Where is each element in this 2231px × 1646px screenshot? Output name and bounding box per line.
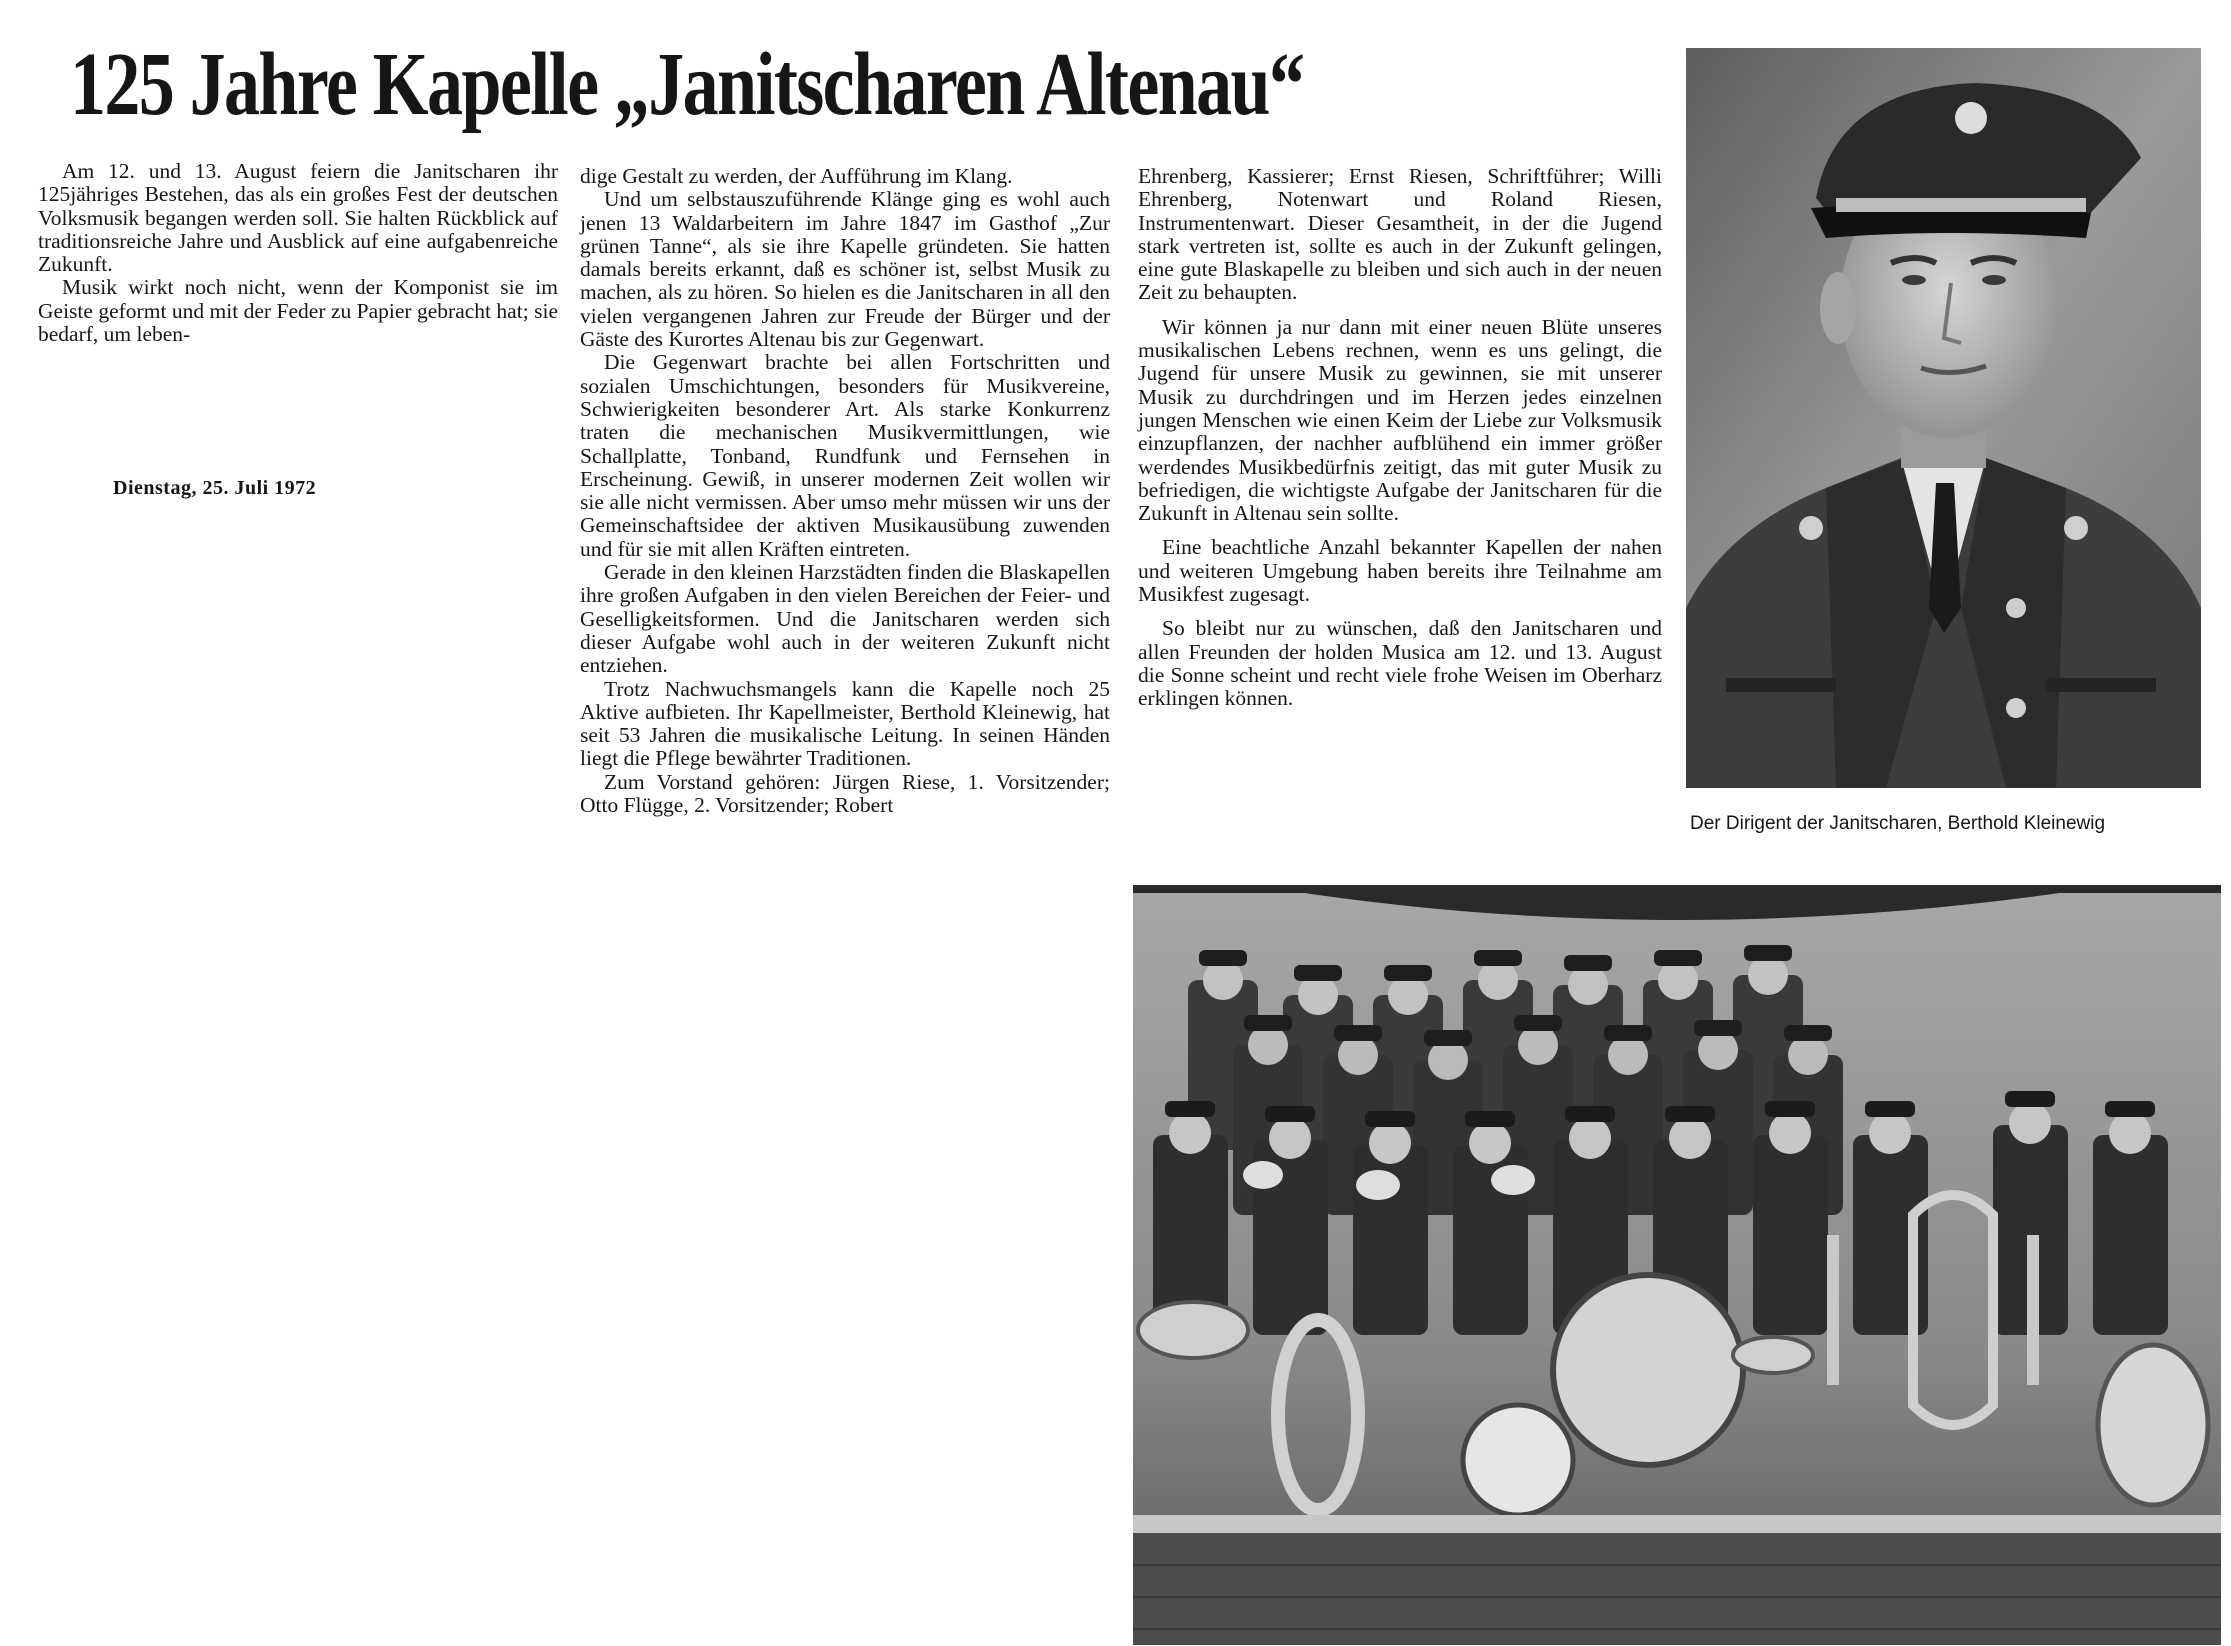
conductor-portrait-photo	[1686, 48, 2201, 788]
article-column-2	[580, 165, 1110, 817]
paragraph: Wir können ja nur dann mit einer neuen Blüte unseres musikalischen Lebens rechnen, wenn es uns gelingt, die Jugend für unsere Musik zu gewinnen, sie mit unserer Musik zu durchdringen und im Herzen jedes einzelnen jungen Menschen wie einen Keim der Liebe zur Volksmusik einzupflanzen, der nachher aufblühend ein immer größer werdendes Musikbedürfnis zeitigt, das mit guter Musik zu befriedigen, die wichtigste Aufgabe der Janitscharen für die Zukunft in Altenau sein sollte.	[1138, 314, 1662, 526]
paragraph: Gerade in den kleinen Harzstädten finden die Blaskapellen ihre großen Aufgaben in den vielen Bereichen der Feier- und Geselligkeitsformen. Und die Janitscharen werden sich dieser Aufgabe wohl auch in der weiteren Zukunft nicht entziehen.	[580, 560, 1110, 678]
paragraph: Ehrenberg, Kassierer; Ernst Riesen, Schriftführer; Willi Ehrenberg, Notenwart und Roland Riesen, Instrumentenwart. Dieser Gesamtheit, in der die Jugend stark vertreten ist, sollte es auch in der Zukunft gelingen, eine gute Blaskapelle zu bleiben und sich auch in der neuen Zeit zu behaupten.	[1138, 164, 1662, 305]
paragraph: Musik wirkt noch nicht, wenn der Komponist sie im Geiste geformt und mit der Feder zu Papier gebracht hat; sie bedarf, um leben-	[38, 275, 558, 347]
band-group-photo	[1133, 885, 2221, 1645]
paragraph: Die Gegenwart brachte bei allen Fortschritten und sozialen Umschichtungen, besonders für Musikvereine, Schwierigkeiten besonderer Art. Als starke Konkurrenz traten die mechanischen Musikvermittlungen, wie Schallplatte, Tonband, Rundfunk und Fernsehen in Erscheinung. Gewiß, in unserer modernen Zeit wollen wir sie alle nicht vermissen. Aber umso mehr müssen wir uns der Gemeinschaftsidee der aktiven Musikausübung zuwenden und für sie mit allen Kräften eintreten.	[580, 350, 1110, 561]
paragraph: Trotz Nachwuchsmangels kann die Kapelle noch 25 Aktive aufbieten. Ihr Kapellmeister, Berthold Kleinewig, hat seit 53 Jahren die musikalische Leitung. In seinen Händen liegt die Pflege bewährter Traditionen.	[580, 676, 1110, 771]
paragraph: Zum Vorstand gehören: Jürgen Riese, 1. Vorsitzender; Otto Flügge, 2. Vorsitzender; Robert	[580, 769, 1110, 818]
article-column-3	[1138, 165, 1662, 711]
headline: 125 Jahre Kapelle „Janitscharen Altenau“	[70, 35, 1304, 134]
paragraph: Eine beachtliche Anzahl bekannter Kapellen der nahen und weiteren Umgebung haben bereits ihre Teilnahme am Musikfest zugesagt.	[1138, 535, 1662, 607]
paragraph: Am 12. und 13. August feiern die Janitscharen ihr 125jähriges Bestehen, das als ein großes Fest der deutschen Volksmusik begangen werden soll. Sie halten Rückblick auf traditionsreiche Jahre und Ausblick auf eine aufgabenreiche Zukunft.	[38, 159, 558, 277]
portrait-caption: Der Dirigent der Janitscharen, Berthold Kleinewig	[1690, 813, 2106, 834]
paragraph: Und um selbstauszuführende Klänge ging es wohl auch jenen 13 Waldarbeitern im Jahre 1847 im Gasthof „Zur grünen Tanne“, als sie ihre Kapelle gründeten. Sie hatten damals bereits erkannt, daß es schöner ist, selbst Musik zu machen, als zu hören. So hielen es die Janitscharen in all den vielen vergangenen Jahren zur Freude der Bürger und der Gäste des Kurortes Altenau bis zur Gegenwart.	[580, 187, 1110, 352]
publication-date: Dienstag, 25. Juli 1972	[113, 477, 317, 499]
paragraph: dige Gestalt zu werden, der Aufführung im Klang.	[580, 164, 1013, 188]
paragraph: So bleibt nur zu wünschen, daß den Janitscharen und allen Freunden der holden Musica am 12. und 13. August die Sonne scheint und recht viele frohe Weisen im Oberharz erklingen können.	[1138, 616, 1662, 711]
article-column-1	[38, 160, 558, 346]
